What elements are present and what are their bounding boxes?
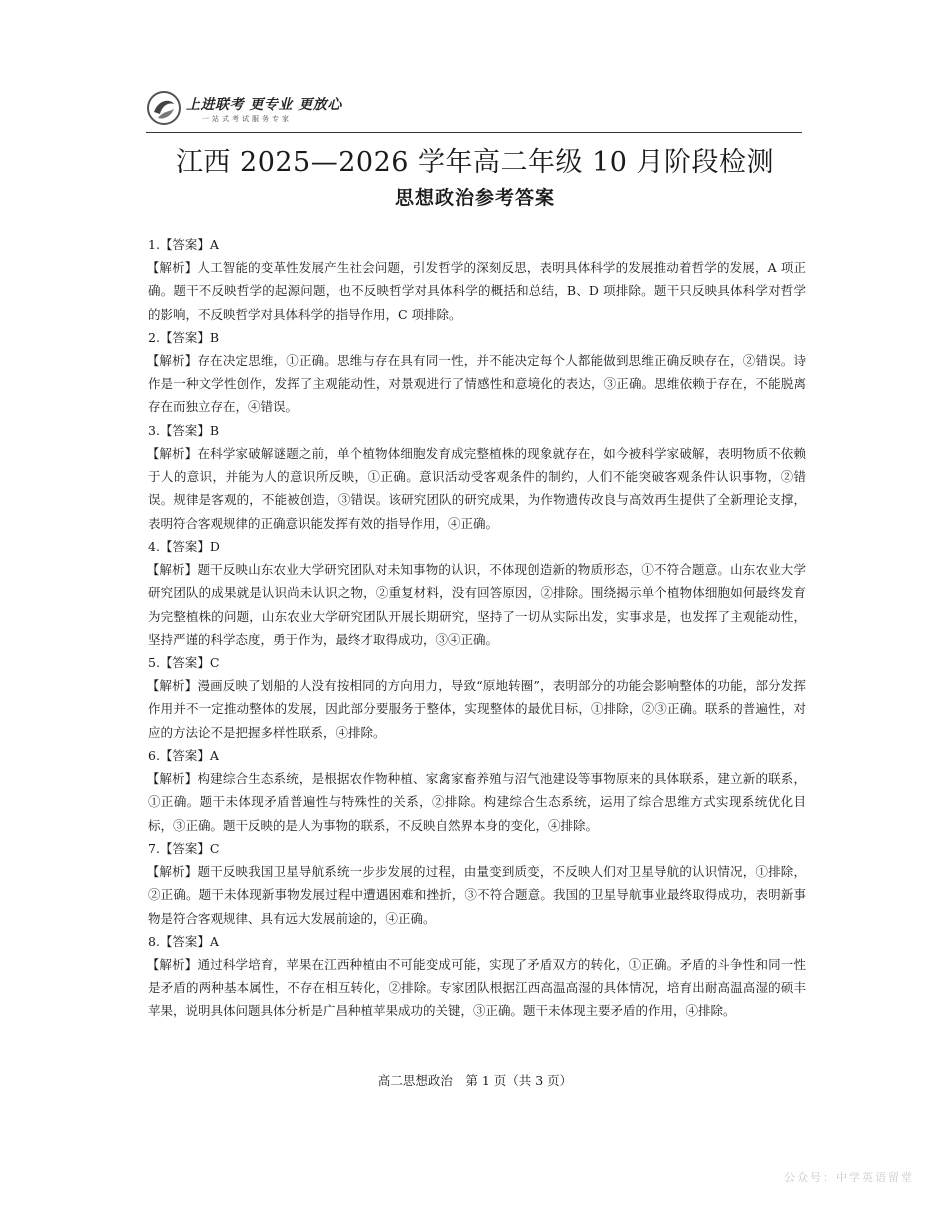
question-answer: 2.【答案】B [148, 329, 220, 345]
question-analysis: 【解析】漫画反映了划船的人没有按相同的方向用力，导致“原地转圈”，表明部分的功能会影响整体的功能，部分发挥作用并不一定推动整体的发展，因此部分要服务于整体，实现整体的最优目标，①排除，②③正确。联系的普遍性，对应的方法论不是把握多样性联系，④排除。 [146, 678, 806, 740]
logo-text: 上进联考 更专业 更放心 [186, 97, 342, 113]
question-item-6 [148, 744, 806, 837]
question-answer: 6.【答案】A [148, 748, 219, 764]
question-item-7 [148, 837, 806, 930]
question-item-3 [148, 419, 806, 535]
question-item-1 [148, 233, 806, 326]
question-item-5 [148, 651, 806, 744]
question-analysis: 【解析】人工智能的变革性发展产生社会问题，引发哲学的深刻反思，表明具体科学的发展推动着哲学的发展，A 项正确。题干不反映哲学的起源问题，也不反映哲学对具体科学的概括和总结，B、D 项排除。题干只反映具体科学对哲学的影响，不反映哲学对具体科学的指导作用，C 项排除。 [146, 260, 806, 322]
question-answer: 5.【答案】C [148, 655, 220, 671]
question-analysis: 【解析】构建综合生态系统，是根据农作物种植、家禽家畜养殖与沼气池建设等事物原来的具体联系，建立新的联系，①正确。题干未体现矛盾普遍性与特殊性的关系，②排除。构建综合生态系统，运用了综合思维方式实现系统优化目标，③正确。题干反映的是人为事物的联系，不反映自然界本身的变化，④排除。 [146, 771, 806, 833]
question-analysis: 【解析】题干反映山东农业大学研究团队对未知事物的认识，不体现创造新的物质形态，①不符合题意。山东农业大学研究团队的成果就是认识尚未认识之物，②重复材料，没有回答原因，②排除。围绕揭示单个植物体细胞如何最终发育为完整植株的问题，山东农业大学研究团队开展长期研究，坚持了一切从实际出发，实事求是，也发挥了主观能动性，坚持严谨的科学态度，勇于作为，最终才取得成功，③④正确。 [146, 561, 806, 647]
page-footer: 高二思想政治 第 1 页（共 3 页） [377, 1073, 573, 1088]
question-answer: 8.【答案】A [148, 933, 219, 949]
logo-swirl-icon [146, 90, 182, 126]
document-subtitle: 思想政治参考答案 [394, 187, 555, 209]
question-answer: 4.【答案】D [148, 538, 220, 554]
question-answer: 3.【答案】B [148, 422, 220, 438]
question-analysis: 【解析】存在决定思维，①正确。思维与存在具有同一性，并不能决定每个人都能做到思维正确反映存在，②错误。诗作是一种文学性创作，发挥了主观能动性，对景观进行了情感性和意境化的表达，③正确。思维依赖于存在，不能脱离存在而独立存在，④错误。 [146, 352, 806, 415]
watermark: 公众号：中学英语留堂 [784, 1171, 914, 1184]
question-analysis: 【解析】题干反映我国卫星导航系统一步步发展的过程，由量变到质变，不反映人们对卫星导航的认识情况，①排除，②正确。题干未体现新事物发展过程中遭遇困难和挫折，③不符合题意。我国的卫星导航事业最终取得成功，表明新事物是符合客观规律、具有远大发展前途的，④正确。 [146, 863, 806, 926]
question-analysis: 【解析】通过科学培育，苹果在江西种植由不可能变成可能，实现了矛盾双方的转化，①正确。矛盾的斗争性和同一性是矛盾的两种基本属性，不存在相互转化，②排除。专家团队根据江西高温高湿的具体情况，培育出耐高温高湿的硕丰苹果，说明具体问题具体分析是广昌种植苹果成功的关键，③正确。题干未体现主要矛盾的作用，④排除。 [146, 956, 806, 1019]
document-title: 江西 2025—2026 学年高二年级 10 月阶段检测 [175, 147, 775, 178]
question-item-4 [148, 535, 806, 651]
question-answer: 1.【答案】A [148, 237, 219, 252]
question-item-8 [148, 930, 806, 1023]
publisher-logo [146, 90, 346, 130]
question-answer: 7.【答案】C [148, 840, 220, 856]
answer-list [148, 233, 806, 1023]
logo-subtitle: 一站式考试服务专家 [202, 115, 292, 123]
question-item-2 [148, 326, 806, 419]
question-analysis: 【解析】在科学家破解谜题之前，单个植物体细胞发育成完整植株的现象就存在，如今被科学家破解，表明物质不依赖于人的意识，并能为人的意识所反映，①正确。意识活动受客观条件的制约，人们不能突破客观条件认识事物，②错误。规律是客观的，不能被创造，③错误。该研究团队的研究成果，为作物遗传改良与高效再生提供了全新理论支撑，表明符合客观规律的正确意识能发挥有效的指导作用，④正确。 [146, 445, 806, 531]
header-rule [146, 132, 802, 133]
